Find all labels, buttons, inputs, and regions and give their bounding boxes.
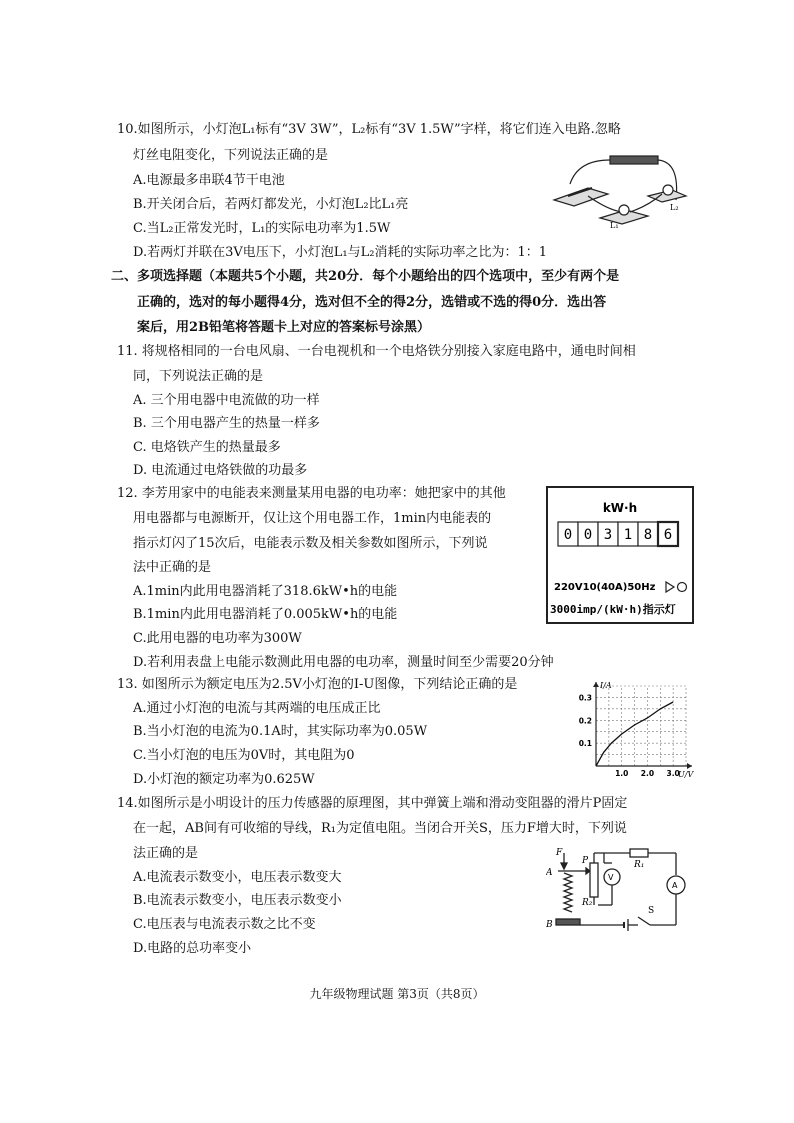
y-axis-arrow-icon xyxy=(593,682,599,687)
meter-constant: 3000imp/(kW·h)指示灯 xyxy=(550,603,676,616)
q11-option-d: D. 电流通过电烙铁做的功最多 xyxy=(133,463,308,478)
l1-bulb xyxy=(619,205,629,215)
force-arrow-head-icon xyxy=(561,863,567,869)
meter-digit: 8 xyxy=(643,527,653,543)
q14-option-c: C.电压表与电流表示数之比不变 xyxy=(133,917,316,932)
q10-option-a: A.电源最多串联4节干电池 xyxy=(133,173,285,188)
q13-iu-chart xyxy=(568,678,696,780)
q11-stem-line1: 11. 将规格相同的一台电风扇、一台电视机和一个电烙铁分别接入家庭电路中，通电时间相 xyxy=(117,344,636,359)
q13-option-c: C.当小灯泡的电压为0V时，其电阻为0 xyxy=(133,748,355,763)
q14-stem-line3: 法正确的是 xyxy=(133,846,199,861)
meter-unit: kW·h xyxy=(602,501,638,515)
q12-option-a: A.1min内此用电器消耗了318.6kW•h的电能 xyxy=(133,584,398,599)
section2-line2: 正确的，选对的每小题得4分，选对但不全的得2分，选错或不选的得0分．选出答 xyxy=(137,295,607,310)
plate-b xyxy=(556,919,580,925)
label-f: F xyxy=(556,848,563,858)
meter-digit: 1 xyxy=(623,527,633,543)
q14-stem-line1: 14.如图所示是小明设计的压力传感器的原理图，其中弹簧上端和滑动变阻器的滑片P固定 xyxy=(117,796,628,811)
y-tick-label: 0.2 xyxy=(578,716,592,726)
q14-option-a: A.电流表示数变小，电压表示数变大 xyxy=(133,870,342,885)
chart-grid xyxy=(596,686,686,766)
wire-left xyxy=(570,160,610,184)
q14-option-d: D.电路的总功率变小 xyxy=(133,941,252,956)
q14-option-b: B.电流表示数变小，电压表示数变小 xyxy=(133,893,342,908)
label-s: S xyxy=(648,906,655,916)
label-r2: R₂ xyxy=(582,898,593,908)
battery-pack xyxy=(610,156,658,164)
q11-option-c: C. 电烙铁产生的热量最多 xyxy=(133,440,281,455)
label-a: A xyxy=(546,868,553,878)
q12-option-c: C.此用电器的电功率为300W xyxy=(133,631,302,646)
q10-option-c: C.当L₂正常发光时，L₁的实际电功率为1.5W xyxy=(133,221,391,236)
q13-stem: 13. 如图所示为额定电压为2.5V小灯泡的I-U图像，下列结论正确的是 xyxy=(117,677,518,692)
y-axis-label: I/A xyxy=(600,681,612,690)
meter-digit: 6 xyxy=(663,527,673,543)
y-tick-label: 0.3 xyxy=(578,693,592,703)
q11-option-b: B. 三个用电器产生的热量一样多 xyxy=(133,416,320,431)
q11-stem-line2: 同，下列说法正确的是 xyxy=(133,369,264,384)
switch-s xyxy=(638,917,650,925)
q12-stem-line2: 用电器都与电源断开，仅让这个用电器工作，1min内电能表的 xyxy=(133,511,492,526)
q13-option-b: B.当小灯泡的电流为0.1A时，其实际功率为0.05W xyxy=(133,724,428,739)
q12-stem-line1: 12. 李芳用家中的电能表来测量某用电器的电功率：她把家中的其他 xyxy=(117,486,506,501)
label-b: B xyxy=(546,920,553,930)
q10-option-b: B.开关闭合后，若两灯都发光，小灯泡L₂比L₁亮 xyxy=(133,197,409,212)
spring xyxy=(564,873,572,912)
x-tick-label: 3.0 xyxy=(666,769,680,778)
x-tick-label: 1.0 xyxy=(615,769,629,778)
q14-stem-line2: 在一起，AB间有可收缩的导线，R₁为定值电阻。当闭合开关S，压力F增大时，下列说 xyxy=(133,821,627,836)
label-r1: R₁ xyxy=(634,860,645,870)
meter-digit: 3 xyxy=(603,527,613,543)
label-p: P xyxy=(582,856,589,866)
q13-option-a: A.通过小灯泡的电流与其两端的电压成正比 xyxy=(133,701,381,716)
rheostat-r2 xyxy=(590,863,598,897)
x-tick-label: 2.0 xyxy=(640,769,655,778)
x-axis-arrow-icon xyxy=(687,763,692,769)
y-tick-label: 0.1 xyxy=(578,739,592,749)
section2-line3: 案后，用2B铅笔将答题卡上对应的答案标号涂黑） xyxy=(137,320,431,335)
meter-digit-row xyxy=(558,522,678,546)
fig-label-l1: L₁ xyxy=(610,221,619,230)
q13-option-d: D.小灯泡的额定功率为0.625W xyxy=(133,772,315,787)
q12-option-b: B.1min内此用电器消耗了0.005kW•h的电能 xyxy=(133,607,398,622)
x-axis-label: U/V xyxy=(678,770,694,779)
q10-option-d: D.若两灯并联在3V电压下，小灯泡L₁与L₂消耗的实际功率之比为：1：1 xyxy=(133,245,547,260)
q12-energy-meter-figure xyxy=(546,486,694,624)
section2-line1: 二、多项选择题（本题共5个小题，共20分．每个小题给出的四个选项中，至少有两个是 xyxy=(111,269,620,284)
l2-bulb xyxy=(663,185,673,195)
q12-option-d: D.若利用表盘上电能示数测此用电器的电功率，测量时间至少需要20分钟 xyxy=(133,655,554,670)
q14-pressure-sensor-circuit xyxy=(546,843,690,935)
q12-stem-line3: 指示灯闪了15次后，电能表示数及相关参数如图所示，下列说 xyxy=(133,536,488,551)
q10-stem-line1: 10.如图所示，小灯泡L₁标有“3V 3W”，L₂标有“3V 1.5W”字样，将它们连入电路.忽略 xyxy=(117,122,621,137)
meter-spec: 220V10(40A)50Hz xyxy=(554,582,656,593)
q10-circuit-figure xyxy=(548,148,688,230)
voltmeter-label: V xyxy=(608,873,614,882)
q12-stem-line4: 法中正确的是 xyxy=(133,560,212,575)
meter-digit: 0 xyxy=(563,527,573,543)
q10-stem-line2: 灯丝电阻变化，下列说法正确的是 xyxy=(133,148,329,163)
page-footer: 九年级物理试题 第3页（共8页） xyxy=(309,987,485,1001)
resistor-r1 xyxy=(630,849,648,857)
ammeter-label: A xyxy=(672,881,678,890)
q11-option-a: A. 三个用电器中电流做的功一样 xyxy=(133,393,320,408)
fig-label-l2: L₂ xyxy=(670,203,679,212)
meter-digit: 0 xyxy=(583,527,593,543)
